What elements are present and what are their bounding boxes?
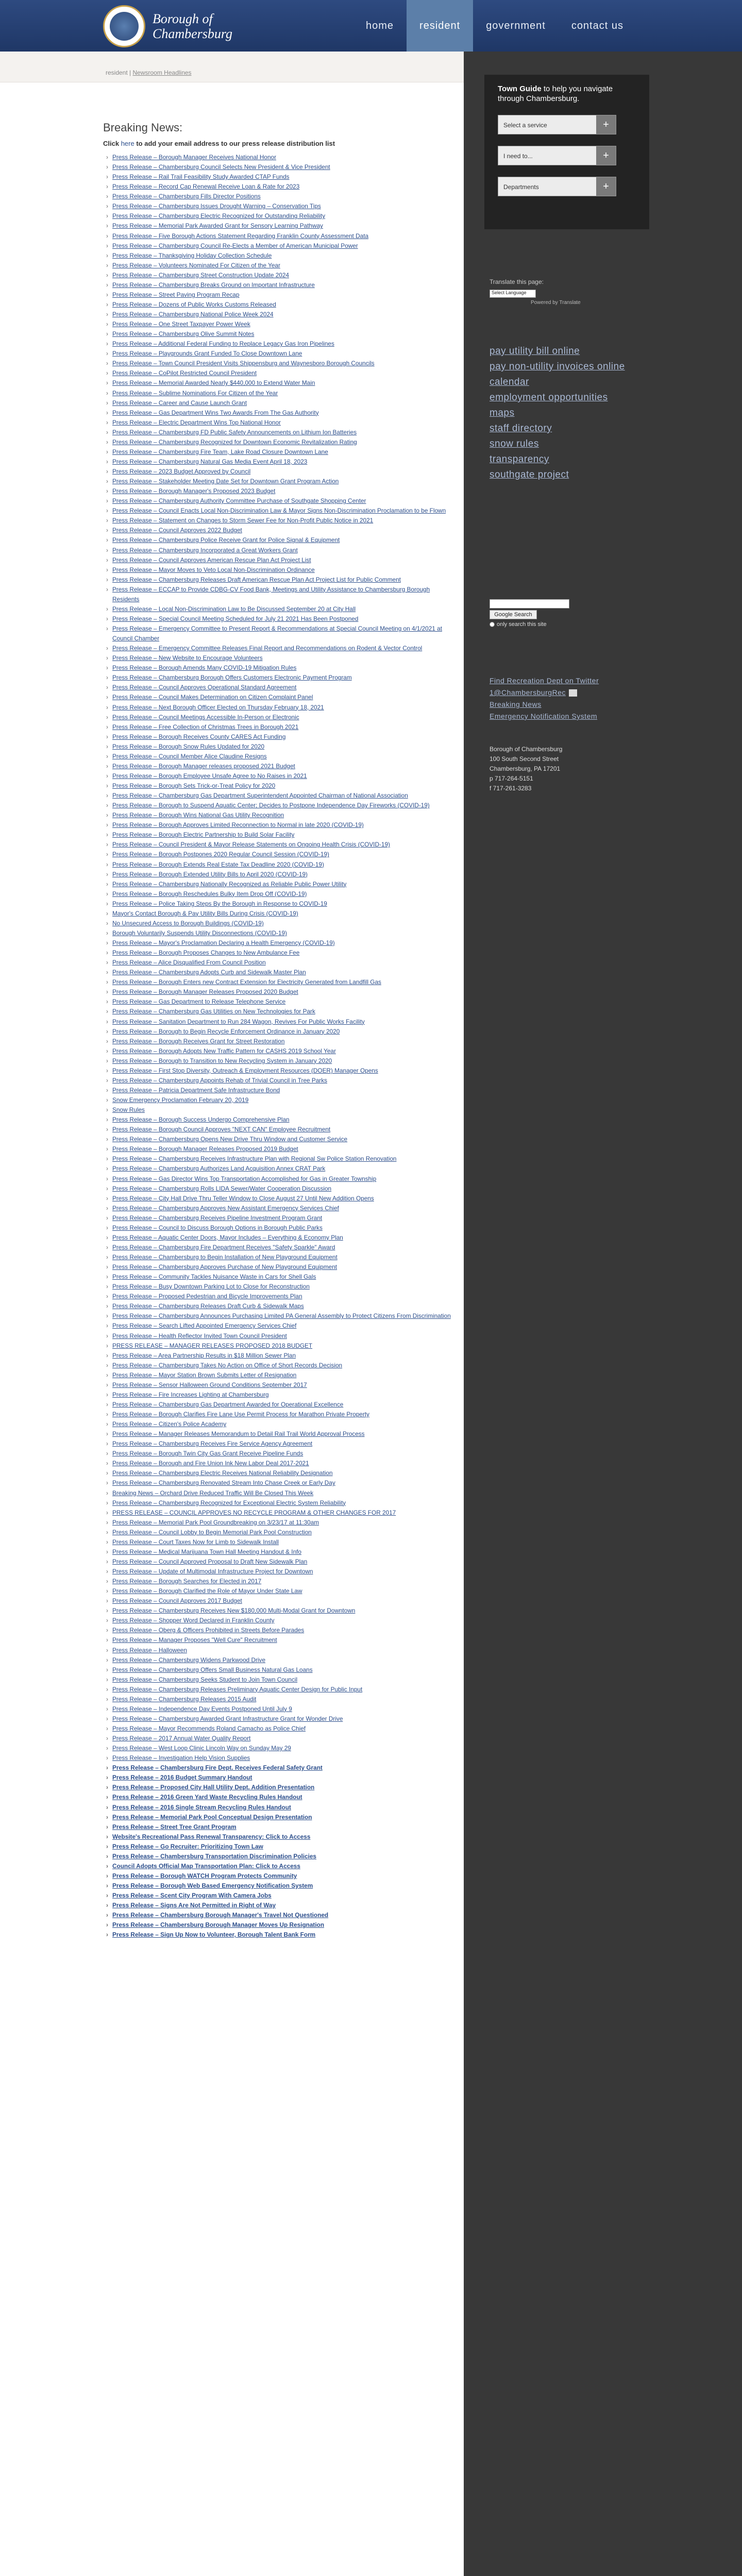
news-item-link[interactable]: › Press Release – 2023 Budget Approved by Council [103, 467, 453, 477]
translate-powered-by[interactable]: Powered by Translate [531, 300, 581, 306]
news-item-link[interactable]: › Press Release – First Stop Diversity, Outreach & Employment Resources (DOER) Manager Opens [103, 1066, 453, 1076]
news-item-link[interactable]: › Press Release – Chambersburg Widens Parkwood Drive [103, 1655, 453, 1665]
news-item-link[interactable]: › Press Release – Chambersburg Police Receive Grant for Police Signal & Equipment [103, 535, 453, 545]
news-item-link[interactable]: › Press Release – Chambersburg Council Selects New President & Vice President [103, 162, 453, 172]
news-item-link[interactable]: › Press Release – Borough Receives County CARES Act Funding [103, 732, 453, 742]
news-item-link[interactable]: › Press Release – Emergency Committee to Present Report & Recommendations at Special Council Meeting on 4/1/2021 at Council Chamber [103, 624, 453, 643]
i-need-to-select[interactable] [498, 146, 616, 165]
news-item-link[interactable]: › Breaking News – Orchard Drive Reduced Traffic Will Be Closed This Week [103, 1488, 453, 1498]
news-item-link[interactable]: › Press Release – Council Approves American Rescue Plan Act Project List [103, 555, 453, 565]
news-item-link[interactable]: › Press Release – Chambersburg Renovated Stream Into Chase Creek or Early Day [103, 1478, 453, 1488]
main-nav [353, 0, 636, 52]
news-item-link[interactable]: › Press Release – Council Approves Operational Standard Agreement [103, 683, 453, 692]
page-title: Breaking News: [103, 121, 183, 134]
quick-link[interactable]: transparency [490, 454, 549, 465]
news-item-link[interactable]: › Press Release – Chambersburg Authorizes Land Acquisition Annex CRAT Park [103, 1164, 453, 1174]
news-item-link[interactable]: › Website's Recreational Pass Renewal Transparency: Click to Access [103, 1832, 453, 1842]
news-item-link[interactable]: › Press Release – Mayor Station Brown Submits Letter of Resignation [103, 1370, 453, 1380]
news-item-link[interactable]: › Press Release – Chambersburg Appoints Rehab of Trivial Council in Tree Parks [103, 1076, 453, 1086]
news-item-link[interactable]: › Press Release – Free Collection of Christmas Trees in Borough 2021 [103, 722, 453, 732]
site-logo[interactable] [103, 5, 252, 47]
news-item-link[interactable]: › Press Release – 2017 Annual Water Quality Report [103, 1734, 453, 1743]
news-item-link[interactable]: › Press Release – 2016 Green Yard Waste Recycling Rules Handout [103, 1792, 453, 1802]
intro-text [103, 140, 453, 147]
news-item-link[interactable]: › Press Release – Stakeholder Meeting Date Set for Downtown Grant Program Action [103, 477, 453, 486]
news-item-link[interactable]: › Press Release – Court Taxes Now for Limb to Sidewalk Install [103, 1537, 453, 1547]
news-item-link[interactable]: › Press Release – Chambersburg Natural Gas Media Event April 18, 2023 [103, 457, 453, 467]
news-item-link[interactable]: › Press Release – Chambersburg Approves Purchase of New Playground Equipment [103, 1262, 453, 1272]
departments-select-label: Departments [503, 183, 539, 191]
news-item-link[interactable]: › Press Release – Borough Adopts New Traffic Pattern for CASHS 2019 School Year [103, 1046, 453, 1056]
news-item-link[interactable]: › Borough Voluntarily Suspends Utility Disconnections (COVID-19) [103, 928, 453, 938]
news-item-link[interactable]: › Press Release – Borough Sets Trick-or-Treat Policy for 2020 [103, 781, 453, 791]
news-item-link[interactable]: › Press Release – Borough Manager releases proposed 2021 Budget [103, 761, 453, 771]
news-item-link[interactable]: › Press Release – Borough Enters new Contract Extension for Electricity Generated from Landfill Gas [103, 977, 453, 987]
news-item-link[interactable]: › Press Release – New Website to Encourage Volunteers [103, 653, 453, 663]
news-item-link[interactable]: › Press Release – Borough Snow Rules Updated for 2020 [103, 742, 453, 752]
news-item-link[interactable]: › Press Release – Chambersburg Borough Offers Customers Electronic Payment Program [103, 673, 453, 683]
news-item-link[interactable]: › Press Release – Chambersburg Breaks Ground on Important Infrastructure [103, 280, 453, 290]
news-item-link[interactable]: › Press Release – Borough Manager Releases Proposed 2019 Budget [103, 1144, 453, 1154]
news-item-link[interactable]: › Press Release – Borough to Begin Recycle Enforcement Ordinance in January 2020 [103, 1027, 453, 1037]
nav-contact-us[interactable]: contact us [571, 20, 623, 31]
news-item-link[interactable]: › Press Release – Manager Proposes "Well Cure" Recruitment [103, 1635, 453, 1645]
news-item-link[interactable]: › Press Release – Mayor Recommends Roland Camacho as Police Chief [103, 1724, 453, 1734]
nav-resident[interactable]: resident [407, 0, 473, 52]
news-item-link[interactable]: › Press Release – Chambersburg Electric Receives National Reliability Designation [103, 1468, 453, 1478]
service-select-label: Select a service [503, 122, 547, 129]
news-item-link[interactable]: › PRESS RELEASE – COUNCIL APPROVES NO RECYCLE PROGRAM & OTHER CHANGES FOR 2017 [103, 1508, 453, 1518]
news-item-link[interactable]: › Press Release – Chambersburg Rolls LIDA Sewer/Water Cooperation Discussion [103, 1184, 453, 1194]
news-item-link[interactable]: › Press Release – Chambersburg Transportation Discrimination Policies [103, 1852, 453, 1861]
news-item-link[interactable]: › Press Release – Thanksgiving Holiday Collection Schedule [103, 251, 453, 261]
news-item-link[interactable]: › Press Release – Chambersburg Fire Team, Lake Road Closure Downtown Lane [103, 447, 453, 457]
news-item-link[interactable]: › Press Release – Borough Clarified the Role of Mayor Under State Law [103, 1586, 453, 1596]
news-item-link[interactable]: › Press Release – Statement on Changes to Storm Sewer Fee for Non-Profit Public Notice in 2021 [103, 516, 453, 526]
logo-line-2: Chambersburg [153, 26, 233, 41]
news-item-link[interactable]: › Press Release – Gas Department to Release Telephone Service [103, 997, 453, 1007]
nav-government[interactable]: government [486, 20, 546, 31]
news-item-link[interactable]: › Press Release – Chambersburg Borough Manager's Travel Not Questioned [103, 1910, 453, 1920]
news-item-link[interactable]: › Press Release – Memorial Park Awarded Grant for Sensory Learning Pathway [103, 221, 453, 231]
news-item-link[interactable]: › Press Release – Chambersburg Receives Infrastructure Plan with Regional Sw Police Station Renovation [103, 1154, 453, 1164]
twitter-recreation-link[interactable]: Find Recreation Dept on Twitter [490, 676, 599, 685]
news-item-link[interactable]: › Press Release – Chambersburg Fire Dept. Receives Federal Safety Grant [103, 1763, 453, 1773]
main-content [103, 121, 453, 1940]
news-item-link[interactable]: › Press Release – Chambersburg Opens New Drive Thru Window and Customer Service [103, 1134, 453, 1144]
quick-link[interactable]: pay utility bill online [490, 346, 580, 357]
news-item-link[interactable]: › Press Release – Emergency Committee Releases Final Report and Recommendations on Rodent & Vector Control [103, 643, 453, 653]
news-item-link[interactable]: › Press Release – Council Approves 2022 Budget [103, 526, 453, 535]
quick-links [490, 344, 696, 483]
news-item-link[interactable]: › Press Release – Chambersburg Authority Committee Purchase of Southgate Shopping Center [103, 496, 453, 506]
news-item-link[interactable]: › Press Release – Council Enacts Local Non-Discrimination Law & Mayor Signs Non-Discrimination Proclamation to be Flown [103, 506, 453, 516]
news-item-link[interactable]: › Press Release – Sublime Nominations For Citizen of the Year [103, 388, 453, 398]
news-item-link[interactable]: › Press Release – Chambersburg Receives Pipeline Investment Program Grant [103, 1213, 453, 1223]
news-item-link[interactable]: › Press Release – Go Recruiter: Prioritizing Town Law [103, 1842, 453, 1852]
news-item-link[interactable]: › Press Release – CoPilot Restricted Council President [103, 368, 453, 378]
news-item-link[interactable]: › Press Release – One Street Taxpayer Power Week [103, 319, 453, 329]
news-item-link[interactable]: › Press Release – Borough Reschedules Bulky Item Drop Off (COVID-19) [103, 889, 453, 899]
news-item-link[interactable]: › Press Release – Borough Web Based Emergency Notification System [103, 1881, 453, 1891]
news-item-link[interactable]: › Press Release – Mayor's Proclamation Declaring a Health Emergency (COVID-19) [103, 938, 453, 948]
news-item-link[interactable]: › Press Release – Next Borough Officer Elected on Thursday February 18, 2021 [103, 703, 453, 713]
news-item-link[interactable]: › Press Release – Memorial Awarded Nearly $440,000 to Extend Water Main [103, 378, 453, 388]
news-item-link[interactable]: › Press Release – Update of Multimodal Infrastructure Project for Downtown [103, 1567, 453, 1577]
news-item-link[interactable]: › Press Release – Chambersburg Gas Department Superintendent Appointed Chairman of National Association [103, 791, 453, 801]
news-item-link[interactable]: › Press Release – Area Partnership Results in $18 Million Sewer Plan [103, 1351, 453, 1361]
news-item-link[interactable]: › Press Release – Five Borough Actions Statement Regarding Franklin County Assessment Data [103, 231, 453, 241]
news-item-link[interactable]: › Press Release – Chambersburg Takes No Action on Office of Short Records Decision [103, 1361, 453, 1370]
search-scope-label: only search this site [497, 621, 547, 628]
news-item-link[interactable]: › Press Release – Chambersburg Announces Purchasing Limited PA General Assembly to Protect Citizens From Discrimination [103, 1311, 453, 1321]
intro-after: to add your email address to our press release distribution list [134, 140, 335, 147]
news-item-link[interactable]: › Press Release – Borough Searches for Elected in 2017 [103, 1577, 453, 1586]
service-select[interactable] [498, 115, 616, 134]
news-item-link[interactable]: › Press Release – Alice Disqualified From Council Position [103, 958, 453, 968]
news-item-link[interactable]: › Press Release – Search Lifted Appointed Emergency Services Chief [103, 1321, 453, 1331]
news-item-link[interactable]: › Press Release – Chambersburg Gas Utilities on New Technologies for Park [103, 1007, 453, 1016]
news-item-link[interactable]: › Press Release – Chambersburg Recognized for Exceptional Electric System Reliability [103, 1498, 453, 1508]
news-item-link[interactable]: › Press Release – Gas Director Wins Top Transportation Accomplished for Gas in Greater Township [103, 1174, 453, 1184]
news-item-link[interactable]: › Press Release – Chambersburg Adopts Curb and Sidewalk Master Plan [103, 968, 453, 977]
translate-label: Translate this page: [490, 278, 544, 285]
news-item-link[interactable]: › Press Release – Mayor Moves to Veto Local Non-Discrimination Ordinance [103, 565, 453, 575]
news-item-link[interactable]: › Press Release – Borough Council Approves "NEXT CAN" Employee Recruitment [103, 1125, 453, 1134]
quick-link[interactable]: calendar [490, 377, 529, 387]
departments-select[interactable] [498, 177, 616, 196]
news-item-link[interactable]: › Press Release – Electric Department Wins Top National Honor [103, 418, 453, 428]
news-item-link[interactable]: › Press Release – Chambersburg Awarded Grant Infrastructure Grant for Wonder Drive [103, 1714, 453, 1724]
news-item-link[interactable]: › Press Release – Chambersburg Seeks Student to Join Town Council [103, 1675, 453, 1685]
news-item-link[interactable]: › Press Release – Medical Marijuana Town Hall Meeting Handout & Info [103, 1547, 453, 1557]
news-item-link[interactable]: › Press Release – Council Approved Proposal to Draft New Sidewalk Plan [103, 1557, 453, 1567]
news-item-link[interactable]: › Press Release – Sensor Halloween Ground Conditions September 2017 [103, 1380, 453, 1390]
news-item-link[interactable]: › Press Release – Borough Extended Utility Bills to April 2020 (COVID-19) [103, 870, 453, 879]
news-item-link[interactable]: › Press Release – Community Tackles Nuisance Waste in Cars for Shell Gals [103, 1272, 453, 1282]
news-item-link[interactable]: › No Unsecured Access to Borough Buildings (COVID-19) [103, 919, 453, 928]
news-item-link[interactable]: › Press Release – Borough Extends Real Estate Tax Deadline 2020 (COVID-19) [103, 860, 453, 870]
news-item-link[interactable]: › Press Release – Chambersburg Gas Department Awarded for Operational Excellence [103, 1400, 453, 1410]
news-item-link[interactable]: › Press Release – Council President & Mayor Release Statements on Ongoing Health Crisis (COVID-19) [103, 840, 453, 850]
emergency-notification-link[interactable]: Emergency Notification System [490, 712, 598, 720]
news-item-link[interactable]: › Press Release – Council to Discuss Borough Options in Borough Public Parks [103, 1223, 453, 1233]
news-item-link[interactable]: › Press Release – West Loop Clinic Lincoln Way on Sunday May 29 [103, 1743, 453, 1753]
news-item-link[interactable]: › Press Release – Sign Up Now to Volunteer, Borough Talent Bank Form [103, 1930, 453, 1940]
news-item-link[interactable]: › Press Release – Chambersburg Fills Director Positions [103, 192, 453, 201]
news-item-link[interactable]: › Press Release – Chambersburg Releases Draft American Rescue Plan Act Project List for Public Comment [103, 575, 453, 585]
news-item-link[interactable]: › Press Release – Borough Manager Releases Proposed 2020 Budget [103, 987, 453, 997]
news-item-link[interactable]: › Council Adopts Official Map Transportation Plan: Click to Access [103, 1861, 453, 1871]
news-item-link[interactable]: › Press Release – Borough Amends Many COVID-19 Mitigation Rules [103, 663, 453, 673]
news-item-link[interactable]: › Press Release – Borough Approves Limited Reconnection to Normal in late 2020 (COVID-19) [103, 820, 453, 830]
news-item-link[interactable]: › Press Release – Borough Electric Partnership to Build Solar Facility [103, 830, 453, 840]
contact-address [490, 744, 562, 793]
news-item-link[interactable]: › Press Release – Chambersburg Borough Manager Moves Up Resignation [103, 1920, 453, 1930]
news-item-link[interactable]: › Press Release – Chambersburg Street Construction Update 2024 [103, 270, 453, 280]
news-item-link[interactable]: › Press Release – Borough to Suspend Aquatic Center; Decides to Postpone Independence Day Fireworks (COVID-19) [103, 801, 453, 810]
news-item-link[interactable]: › Press Release – Scent City Program With Camera Jobs [103, 1891, 453, 1901]
news-item-link[interactable]: › Press Release – Chambersburg Olive Summit Notes [103, 329, 453, 339]
news-item-link[interactable]: › Press Release – Borough Clarifies Fire Lane Use Permit Process for Marathon Private Property [103, 1410, 453, 1419]
news-item-link[interactable]: › Press Release – Borough Proposes Changes to New Ambulance Fee [103, 948, 453, 958]
news-item-link[interactable]: › Press Release – Playgrounds Grant Funded To Close Downtown Lane [103, 349, 453, 359]
news-item-link[interactable]: › Press Release – Investigation Help Vision Supplies [103, 1753, 453, 1763]
news-item-link[interactable]: › Press Release – Borough Receives Grant for Street Restoration [103, 1037, 453, 1046]
news-item-link[interactable]: › Press Release – Chambersburg Incorporated a Great Workers Grant [103, 546, 453, 555]
quick-link[interactable]: pay non-utility invoices online [490, 361, 625, 372]
news-item-link[interactable]: › Press Release – Proposed Pedestrian and Bicycle Improvements Plan [103, 1292, 453, 1301]
news-item-link[interactable]: › Press Release – Manager Releases Memorandum to Detail Rail Trail World Approval Process [103, 1429, 453, 1439]
news-item-link[interactable]: › Press Release – Borough Wins National Gas Utility Recognition [103, 810, 453, 820]
news-item-link[interactable]: › Press Release – City Hall Drive Thru Teller Window to Close August 27 Until New Addition Opens [103, 1194, 453, 1204]
news-item-link[interactable]: › Press Release – Chambersburg Issues Drought Warning – Conservation Tips [103, 201, 453, 211]
quick-link[interactable]: employment opportunities [490, 392, 608, 403]
news-item-link[interactable]: › Press Release – Borough Postpones 2020 Regular Council Session (COVID-19) [103, 850, 453, 859]
news-item-link[interactable]: › Press Release – Borough Manager Receives National Honor [103, 152, 453, 162]
news-item-link[interactable]: › Press Release – Chambersburg National Police Week 2024 [103, 310, 453, 319]
search-input[interactable] [490, 599, 569, 608]
search-scope-option[interactable] [490, 621, 547, 628]
borough-seal-icon [103, 5, 145, 47]
logo-text [153, 11, 232, 41]
address-line: Borough of Chambersburg [490, 745, 563, 753]
news-item-link[interactable]: › Press Release – Council Member Alice Claudine Resigns [103, 752, 453, 761]
news-item-link[interactable]: › Press Release – Citizen's Police Academy [103, 1419, 453, 1429]
news-item-link[interactable]: › Press Release – Chambersburg Releases 2015 Audit [103, 1694, 453, 1704]
news-item-link[interactable]: › Press Release – Chambersburg Electric Recognized for Outstanding Reliability [103, 211, 453, 221]
news-item-link[interactable]: › Press Release – Borough Employee Unsafe Agree to No Raises in 2021 [103, 771, 453, 781]
i-need-to-select-label: I need to... [503, 152, 533, 160]
news-item-link[interactable]: › Press Release – Patricia Department Safe Infrastructure Bond [103, 1086, 453, 1095]
news-item-link[interactable]: › Press Release – Halloween [103, 1646, 453, 1655]
news-item-link[interactable]: › Press Release – Chambersburg Fire Department Receives "Safety Sparkle" Award [103, 1243, 453, 1252]
sidebar [464, 52, 742, 2576]
fax-number: f 717-261-3283 [490, 785, 532, 792]
news-item-link[interactable]: › Snow Emergency Proclamation February 20, 2019 [103, 1095, 453, 1105]
town-guide-title-rest: to help you navigate through Chambersburg. [498, 84, 613, 103]
quick-link[interactable]: southgate project [490, 469, 569, 480]
news-item-link[interactable]: › Press Release – Special Council Meeting Scheduled for July 21 2021 Has Been Postponed [103, 614, 453, 624]
plus-icon[interactable]: + [596, 146, 616, 165]
breadcrumb-resident[interactable]: resident [106, 69, 128, 76]
breadcrumb-newsroom[interactable]: Newsroom Headlines [132, 69, 192, 76]
news-item-link[interactable]: › Press Release – Chambersburg FD Public Safety Announcements on Lithium Ion Batteries [103, 428, 453, 437]
news-item-link[interactable]: › Press Release – Chambersburg Offers Small Business Natural Gas Loans [103, 1665, 453, 1675]
news-item-link[interactable]: › Press Release – Street Paving Program Recap [103, 290, 453, 300]
town-guide-title-bold: Town Guide [498, 84, 542, 93]
news-item-link[interactable]: › PRESS RELEASE – MANAGER RELEASES PROPOSED 2018 BUDGET [103, 1341, 453, 1351]
news-item-link[interactable]: › Press Release – Aquatic Center Doors, Mayor Includes – Everything & Economy Plan [103, 1233, 453, 1243]
news-item-link[interactable]: › Press Release – Police Taking Steps By the Borough in Response to COVID-19 [103, 899, 453, 909]
plus-icon[interactable]: + [596, 115, 616, 134]
news-item-link[interactable]: › Press Release – Oberg & Officers Prohibited in Streets Before Parades [103, 1625, 453, 1635]
news-item-link[interactable]: › Press Release – Sanitation Department to Run 284 Wagon, Revives For Public Works Facility [103, 1017, 453, 1027]
news-item-link[interactable]: › Press Release – Rail Trail Feasibility Study Awarded CTAP Funds [103, 172, 453, 182]
news-item-link[interactable]: › Press Release – Chambersburg Recognized for Downtown Economic Revitalization Rating [103, 437, 453, 447]
news-item-link[interactable]: › Press Release – Chambersburg to Begin Installation of New Playground Equipment [103, 1252, 453, 1262]
news-item-link[interactable]: › Press Release – Town Council President Visits Shippensburg and Waynesboro Borough Councils [103, 359, 453, 368]
news-item-link[interactable]: › Press Release – Busy Downtown Parking Lot to Close for Reconstruction [103, 1282, 453, 1292]
news-item-link[interactable]: › Press Release – Council Meetings Accessible In-Person or Electronic [103, 713, 453, 722]
intro-before: Click [103, 140, 121, 147]
news-item-link[interactable]: › Press Release – Council Lobby to Begin Memorial Park Pool Construction [103, 1528, 453, 1537]
quick-link[interactable]: maps [490, 408, 515, 418]
breadcrumb [106, 69, 192, 76]
news-item-link[interactable]: › Press Release – Signs Are Not Permitted in Right of Way [103, 1901, 453, 1910]
radio-icon[interactable] [490, 622, 495, 627]
news-item-link[interactable]: › Press Release – Chambersburg Council Re-Elects a Member of American Municipal Power [103, 241, 453, 251]
logo-line-1: Borough of [153, 11, 213, 26]
news-item-link[interactable]: › Press Release – Health Reflector Invited Town Council President [103, 1331, 453, 1341]
plus-icon[interactable]: + [596, 177, 616, 196]
site-header [0, 0, 742, 52]
address-line: 100 South Second Street [490, 755, 559, 762]
news-item-link[interactable]: › Press Release – Independence Day Events Postponed Until July 9 [103, 1704, 453, 1714]
news-list [103, 152, 453, 1940]
news-item-link[interactable]: › Press Release – Volunteers Nominated For Citizen of the Year [103, 261, 453, 270]
nav-home[interactable]: home [366, 20, 394, 31]
news-item-link[interactable]: › Press Release – Chambersburg Releases Draft Curb & Sidewalk Maps [103, 1301, 453, 1311]
twitter-handle-link[interactable] [490, 687, 660, 699]
news-item-link[interactable]: › Press Release – Dozens of Public Works Customs Released [103, 300, 453, 310]
breadcrumb-separator: | [127, 69, 133, 76]
news-item-link[interactable]: › Press Release – Chambersburg Receives Fire Service Agency Agreement [103, 1439, 453, 1449]
quick-link[interactable]: snow rules [490, 438, 539, 449]
breaking-news-link[interactable]: Breaking News [490, 700, 542, 708]
news-item-link[interactable]: › Press Release – 2016 Single Stream Recycling Rules Handout [103, 1803, 453, 1812]
news-item-link[interactable]: › Press Release – Borough WATCH Program Protects Community [103, 1871, 453, 1881]
news-item-link[interactable]: › Press Release – Borough Success Undergo Comprehensive Plan [103, 1115, 453, 1125]
news-item-link[interactable]: › Press Release – Chambersburg Receives New $180,000 Multi-Modal Grant for Downtown [103, 1606, 453, 1616]
news-item-link[interactable]: › Press Release – Borough Manager's Proposed 2023 Budget [103, 486, 453, 496]
news-item-link[interactable]: › Press Release – Memorial Park Pool Conceptual Design Presentation [103, 1812, 453, 1822]
news-item-link[interactable]: › Press Release – Local Non-Discrimination Law to Be Discussed September 20 at City Hall [103, 604, 453, 614]
news-item-link[interactable]: › Press Release – Chambersburg Nationally Recognized as Reliable Public Power Utility [103, 879, 453, 889]
news-item-link[interactable]: › Press Release – ECCAP to Provide CDBG-CV Food Bank, Meetings and Utility Assistance to Chambersburg Borough Residents [103, 585, 453, 604]
news-item-link[interactable]: › Press Release – Fire Increases Lighting at Chambersburg [103, 1390, 453, 1400]
news-item-link[interactable]: › Press Release – Borough to Transition to New Recycling System in January 2020 [103, 1056, 453, 1066]
intro-link[interactable]: here [121, 140, 134, 147]
news-item-link[interactable]: › Press Release – 2016 Budget Summary Handout [103, 1773, 453, 1783]
news-item-link[interactable]: › Press Release – Street Tree Grant Program [103, 1822, 453, 1832]
news-item-link[interactable]: › Mayor's Contact Borough & Pay Utility Bills During Crisis (COVID-19) [103, 909, 453, 919]
address-line: Chambersburg, PA 17201 [490, 765, 561, 772]
news-item-link[interactable]: › Press Release – Borough Twin City Gas Grant Receive Pipeline Funds [103, 1449, 453, 1459]
news-item-link[interactable]: › Press Release – Council Approves 2017 Budget [103, 1596, 453, 1606]
quick-link[interactable]: staff directory [490, 423, 552, 434]
phone-number: p 717-264-5151 [490, 775, 533, 782]
language-select[interactable]: Select Language [490, 290, 536, 298]
twitter-icon [569, 689, 577, 697]
news-item-link[interactable]: › Press Release – Chambersburg Releases Preliminary Aquatic Center Design for Public Input [103, 1685, 453, 1694]
google-search-button[interactable]: Google Search [490, 610, 537, 619]
town-guide-panel [484, 75, 649, 229]
news-item-link[interactable]: › Press Release – Borough and Fire Union Ink New Labor Deal 2017-2021 [103, 1459, 453, 1468]
news-item-link[interactable]: › Press Release – Council Makes Determination on Citizen Complaint Panel [103, 692, 453, 702]
social-links [490, 675, 660, 722]
news-item-link[interactable]: › Press Release – Proposed City Hall Utility Dept. Addition Presentation [103, 1783, 453, 1792]
news-item-link[interactable]: › Press Release – Career and Cause Launch Grant [103, 398, 453, 408]
news-item-link[interactable]: › Snow Rules [103, 1105, 453, 1115]
town-guide-title [498, 84, 636, 104]
news-item-link[interactable]: › Press Release – Record Cap Renewal Receive Loan & Rate for 2023 [103, 182, 453, 192]
news-item-link[interactable]: › Press Release – Additional Federal Funding to Replace Legacy Gas Iron Pipelines [103, 339, 453, 349]
news-item-link[interactable]: › Press Release – Memorial Park Pool Groundbreaking on 3/23/17 at 11:30am [103, 1518, 453, 1528]
news-item-link[interactable]: › Press Release – Shopper Word Declared in Franklin County [103, 1616, 453, 1625]
news-item-link[interactable]: › Press Release – Gas Department Wins Two Awards From The Gas Authority [103, 408, 453, 418]
news-item-link[interactable]: › Press Release – Chambersburg Approves New Assistant Emergency Services Chief [103, 1204, 453, 1213]
twitter-handle-text: 1@ChambersburgRec [490, 688, 566, 697]
